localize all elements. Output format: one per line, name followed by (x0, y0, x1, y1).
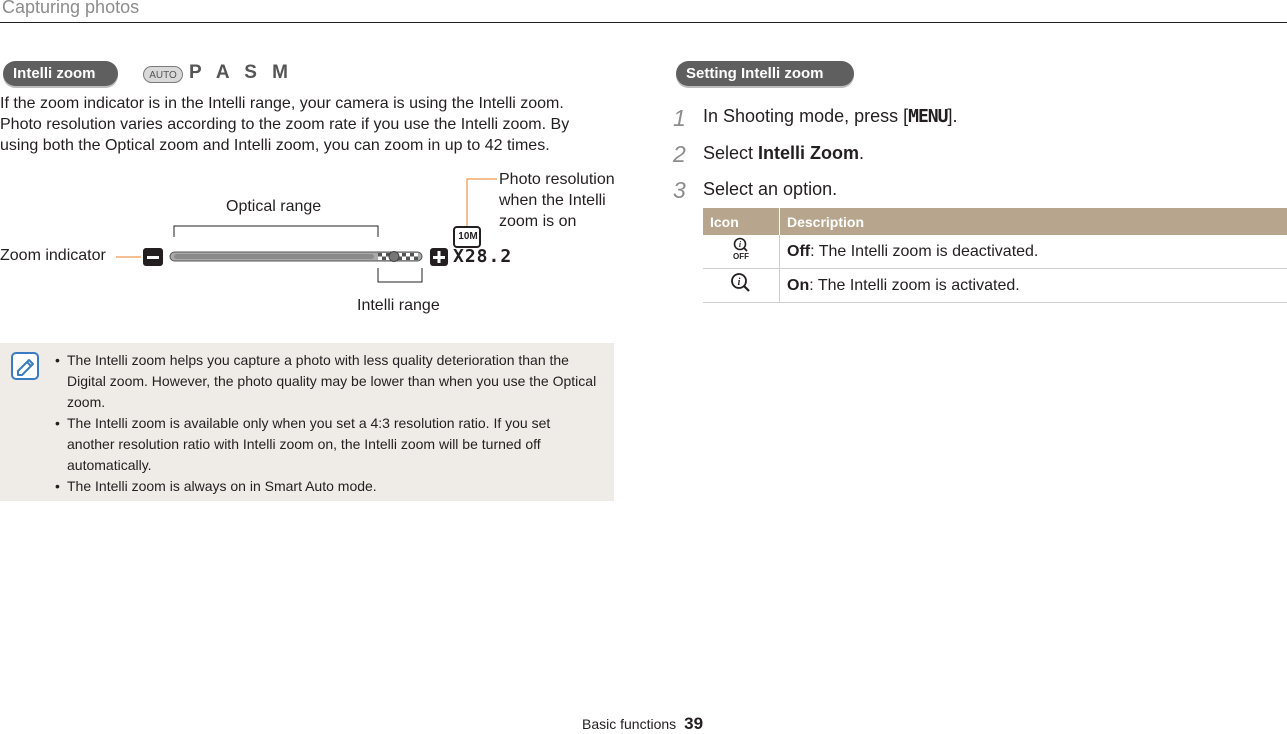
page-header-title: Capturing photos (2, 0, 139, 18)
optical-range-bracket (174, 226, 378, 237)
option-description: On: The Intelli zoom is activated. (780, 269, 1287, 303)
table-header-row (703, 208, 1287, 235)
svg-text:i: i (738, 277, 741, 288)
mode-auto-icon: AUTO (143, 66, 183, 83)
option-description: Off: The Intelli zoom is deactivated. (780, 235, 1287, 269)
page-footer (582, 714, 703, 734)
table-row (703, 235, 1287, 269)
intelli-zoom-on-icon (703, 269, 780, 303)
mode-letters: P A S M (189, 62, 293, 84)
footer-section: Basic functions (582, 716, 676, 732)
intelli-range-bracket (378, 268, 422, 282)
optical-range-label: Optical range (226, 198, 321, 216)
note-item: • The Intelli zoom is available only when you set a 4:3 resolution ratio. If you set another resolution ratio with Intelli zoom on, the Intelli zoom will be turned off automatically. (55, 413, 600, 476)
menu-key-icon: MENU (908, 106, 947, 127)
zoom-position-marker (389, 252, 399, 262)
photo-resolution-label: Photo resolution when the Intelli zoom is on (499, 169, 629, 232)
note-pencil-icon (11, 352, 39, 380)
section-badge-setting-intelli-zoom: Setting Intelli zoom (676, 61, 854, 86)
table-header-description: Description (780, 208, 1287, 235)
table-row (703, 269, 1287, 303)
note-list (55, 350, 600, 497)
options-table (703, 208, 1287, 303)
step-text: Select Intelli Zoom. (703, 143, 864, 164)
section-badge-intelli-zoom: Intelli zoom (3, 61, 118, 86)
optical-range-fill (174, 254, 374, 259)
page-number: 39 (684, 714, 703, 733)
step-number: 3 (673, 177, 686, 204)
header-divider (0, 22, 1287, 23)
photo-resolution-leader (467, 179, 497, 226)
note-item: • The Intelli zoom is always on in Smart Auto mode. (55, 476, 600, 497)
step-number: 2 (673, 141, 686, 168)
svg-text:i: i (739, 240, 742, 249)
svg-text:OFF: OFF (733, 252, 749, 261)
note-item: • The Intelli zoom helps you capture a photo with less quality deterioration than the Digital zoom. However, the photo quality may be lower than when you use the Optical zoom. (55, 350, 600, 413)
step-number: 1 (673, 105, 686, 132)
step-text: Select an option. (703, 179, 837, 200)
step-text: In Shooting mode, press [MENU]. (703, 106, 958, 127)
zoom-indicator-label: Zoom indicator (0, 247, 106, 265)
intelli-range-label: Intelli range (357, 297, 440, 315)
resolution-10m-label: 10M (457, 231, 479, 243)
intelli-zoom-off-icon (703, 235, 780, 269)
zoom-ratio-readout: X28.2 (453, 246, 512, 267)
table-header-icon: Icon (703, 208, 780, 235)
intro-paragraph: If the zoom indicator is in the Intelli range, your camera is using the Intelli zoom. Photo resolution varies according to the zoom rate if you use the Intelli zoom. By using both the Optical zoom and Intelli zoom, you can zoom in up to 42 times. (0, 93, 605, 156)
